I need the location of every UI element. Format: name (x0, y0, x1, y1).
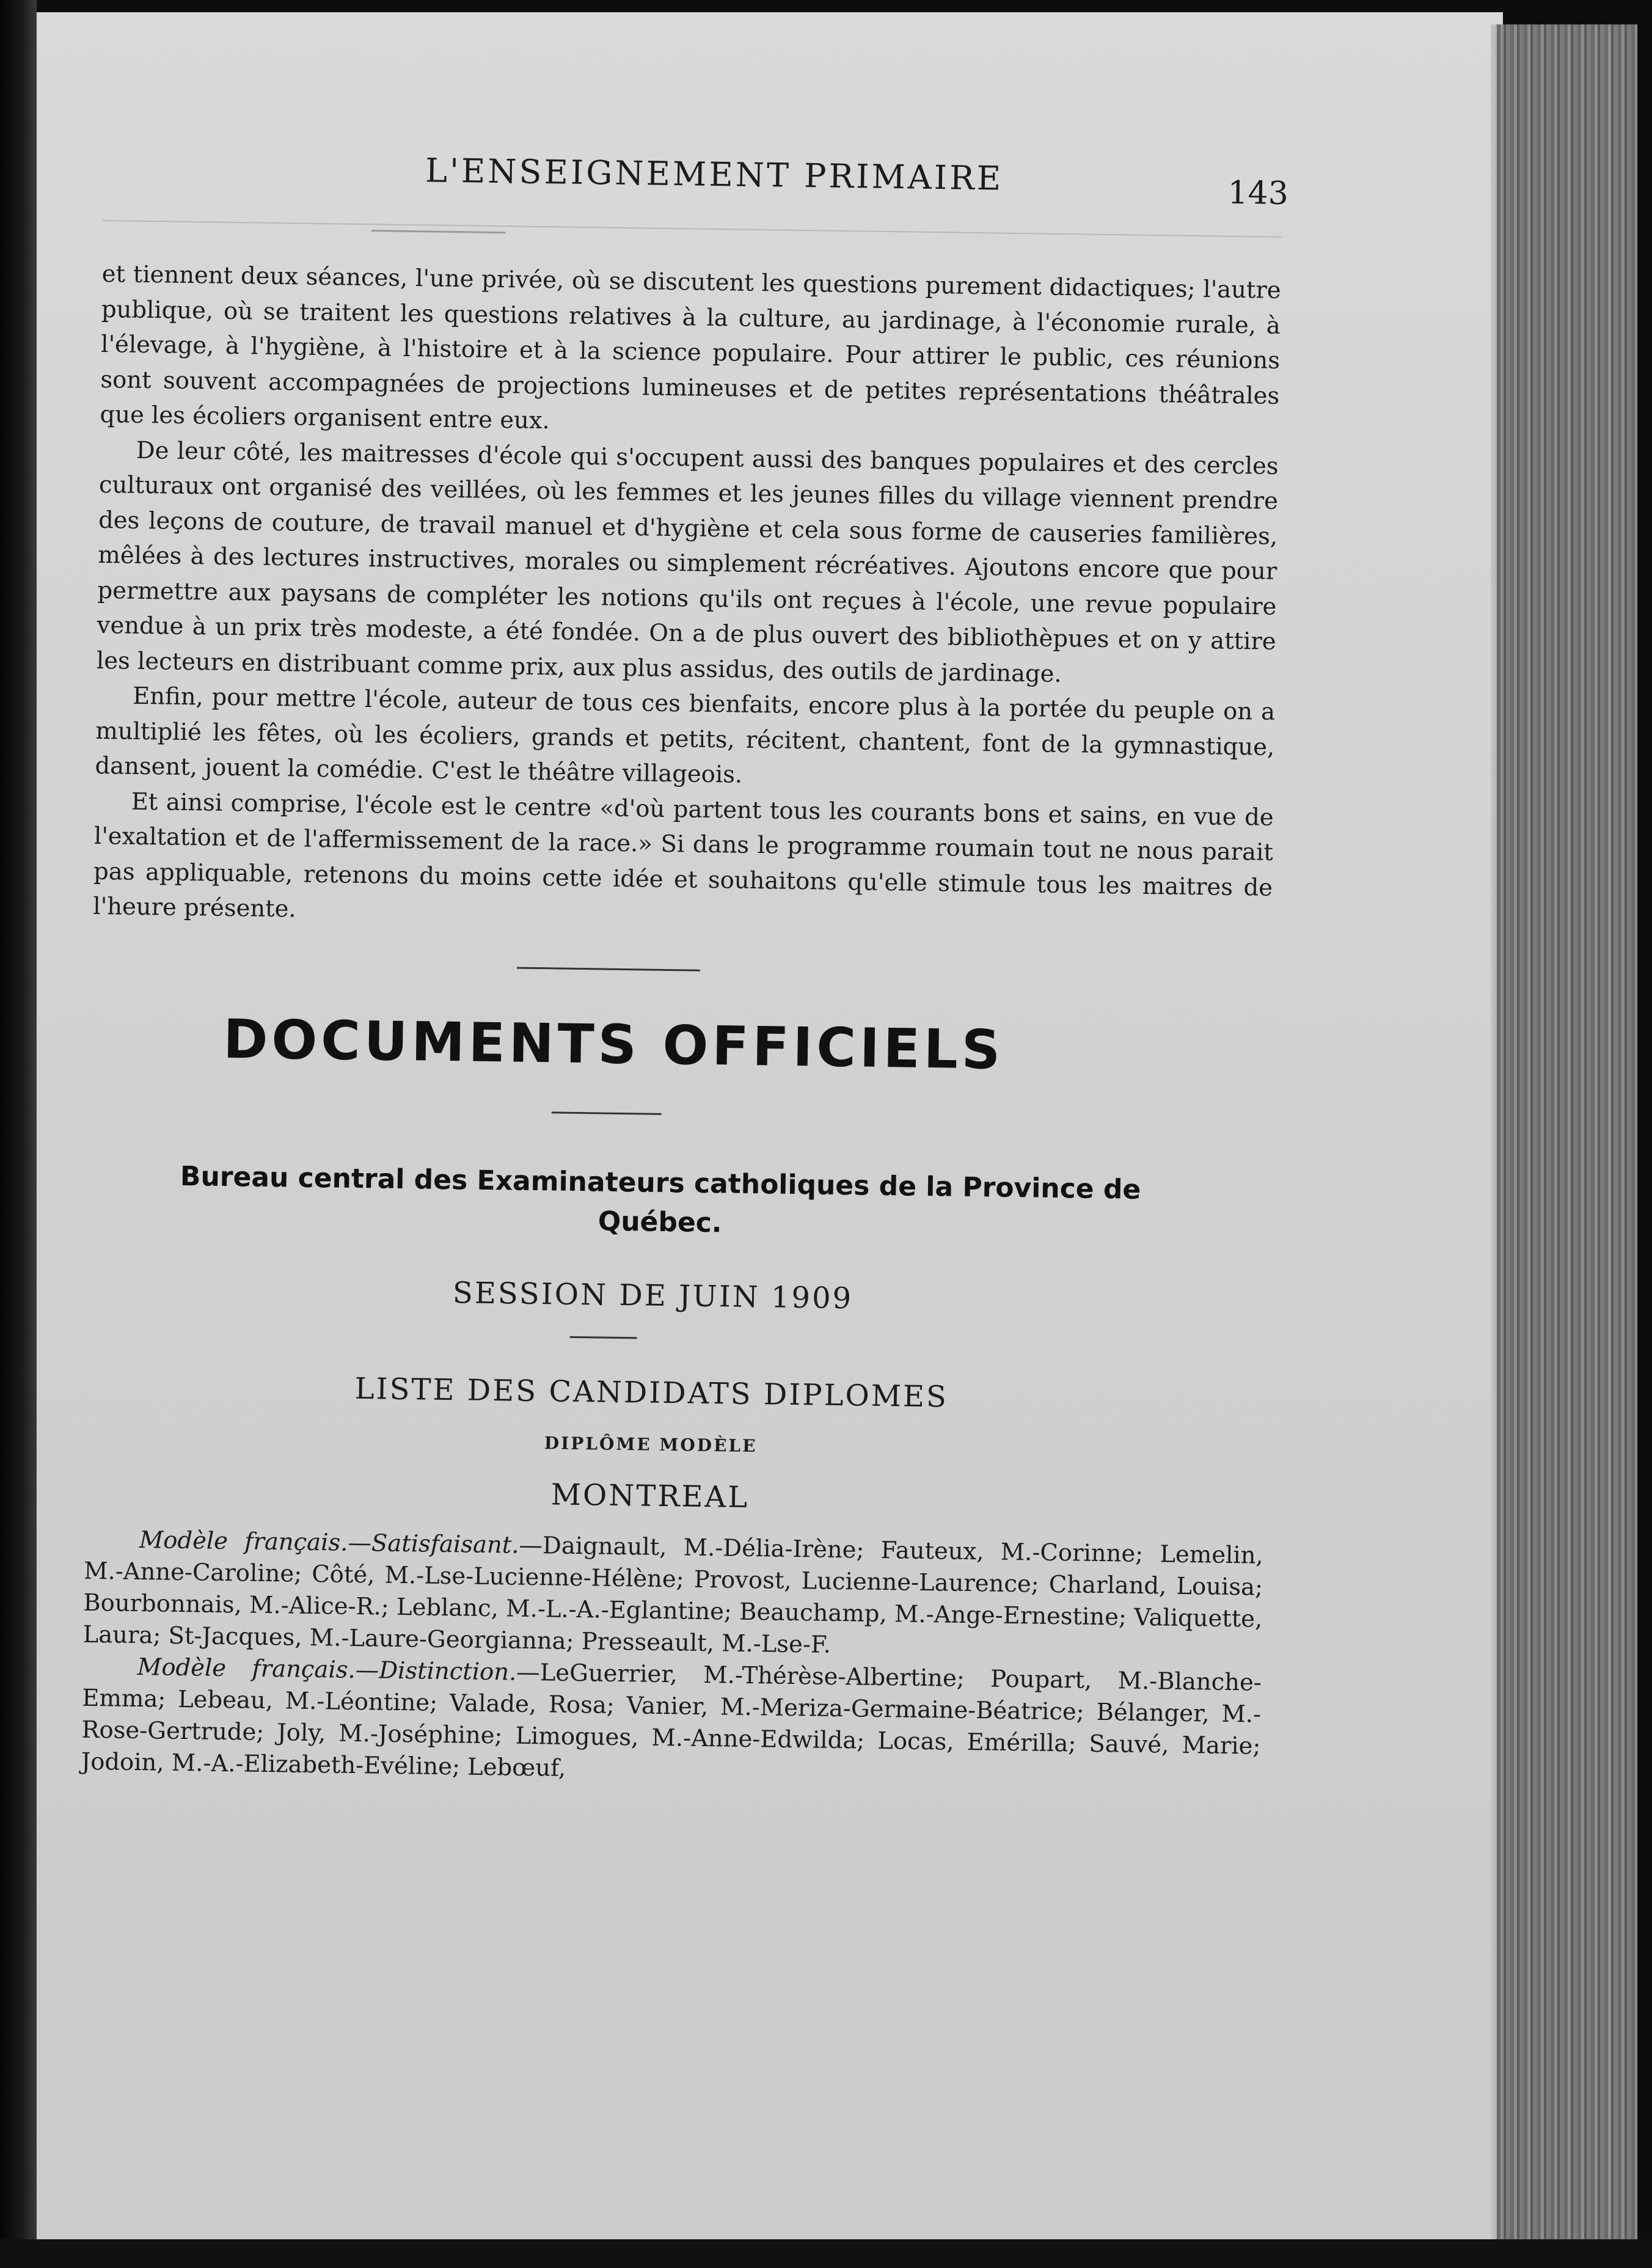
binding-shadow (0, 0, 37, 2268)
bottom-shadow (0, 2239, 1652, 2268)
city-heading: MONTREAL (550, 1477, 750, 1515)
paragraph: et tiennent deux séances, l'une privée, où se discutent les questions purement didactiques; l'autre publique, où se traitent les questions relatives à la culture, au jardinage, à l'économie rurale, à l'élevage, à l'hygiène, à l'histoire et à la science populaire. Pour attirer le public, ces réunions sont souvent accompagnées de projections lumineuses et de petites représentations théâtrales que les écoliers organisent entre eux. (100, 260, 1281, 435)
candidate-names: —Daignault, M.-Délia-Irène; Fauteux, M.-Corinne; Lemelin, M.-Anne-Caroline; Côté, M.-Lse-Lucienne-Hélène; Provost, Lucienne-Laurence; Charland, Louisa; Bourbonnais, M.-Alice-R.; Leblanc, M.-L.-A.-Eglantine; Beauchamp, M.-Ange-Ernestine; Valiquette, Laura; St-Jacques, M.-Laure-Georgianna; Presseault, M.-Lse-F. (82, 1531, 1264, 1659)
paragraph: Enfin, pour mettre l'école, auteur de tous ces bienfaits, encore plus à la portée du peuple on a multiplié les fêtes, où les écoliers, grands et petits, récitent, chantent, font de la gymnastique, dansent, jouent la comédie. C'est le théâtre villageois. (95, 682, 1276, 789)
paragraph: Et ainsi comprise, l'école est le centre «d'où partent tous les courants bons et sains, en vue de l'exaltation et de l'affermissement de la race.» Si dans le programme roumain tout ne nous parait pas appliquable, retenons du moins cette idée et souhaitons qu'elle stimule tous les maitres de l'heure présente. (93, 788, 1274, 923)
running-head (103, 134, 1289, 224)
book-page-edges (1497, 24, 1637, 2248)
section-heading: DOCUMENTS OFFICIELS (222, 1007, 1004, 1081)
section-separator (552, 1111, 662, 1115)
section-separator (517, 967, 700, 971)
article-body (93, 257, 1281, 940)
section-separator (570, 1336, 637, 1339)
page-text (81, 134, 1289, 1794)
session-heading: SESSION DE JUIN 1909 (452, 1275, 853, 1315)
list-item (81, 1650, 1262, 1794)
candidate-names: —LeGuerrier, M.-Thérèse-Albertine; Poupart, M.-Blanche-Emma; Lebeau, M.-Léontine; Valade, Rosa; Vanier, M.-Meriza-Germaine-Béatrice; Bélanger, M.-Rose-Gertrude; Joly, M.-Joséphine; Limogues, M.-Anne-Edwilda; Locas, Emérilla; Sauvé, Marie; Jodoin, M.-A.-Elizabeth-Evéline; Lebœuf, (81, 1658, 1262, 1782)
list-heading: LISTE DES CANDIDATS DIPLOMES (354, 1371, 949, 1414)
paragraph: De leur côté, les maitresses d'école qui s'occupent aussi des banques populaires et des cercles culturaux ont organisé des veillées, où les femmes et les jeunes filles du village viennent prendre des leçons de couture, de travail manuel et d'hygiène et cela sous forme de causeries familières, mêlées à des lectures instructives, morales ou simplement récréatives. Ajoutons encore que pour permettre aux paysans de compléter les notions qu'ils ont reçues à l'école, une revue populaire vendue à un prix très modeste, a été fondée. On a de plus ouvert des bibliothèpues et on y attire les lecteurs en distribuant comme prix, aux plus assidus, des outils de jardinage. (96, 436, 1279, 688)
header-short-rule (371, 230, 506, 233)
list-item (82, 1523, 1263, 1667)
diploma-heading: DIPLÔME MODÈLE (544, 1432, 758, 1456)
category-label: Modèle français.—Satisfaisant. (139, 1526, 519, 1559)
page-number: 143 (1227, 174, 1289, 213)
header-rule (103, 220, 1282, 238)
candidate-list (81, 1523, 1263, 1794)
running-head-title: L'ENSEIGNEMENT PRIMAIRE (425, 151, 1004, 198)
category-label: Modèle français.—Distinction. (137, 1653, 517, 1686)
bureau-heading: Bureau central des Examinateurs catholiques de la Province de Québec. (180, 1160, 1141, 1238)
